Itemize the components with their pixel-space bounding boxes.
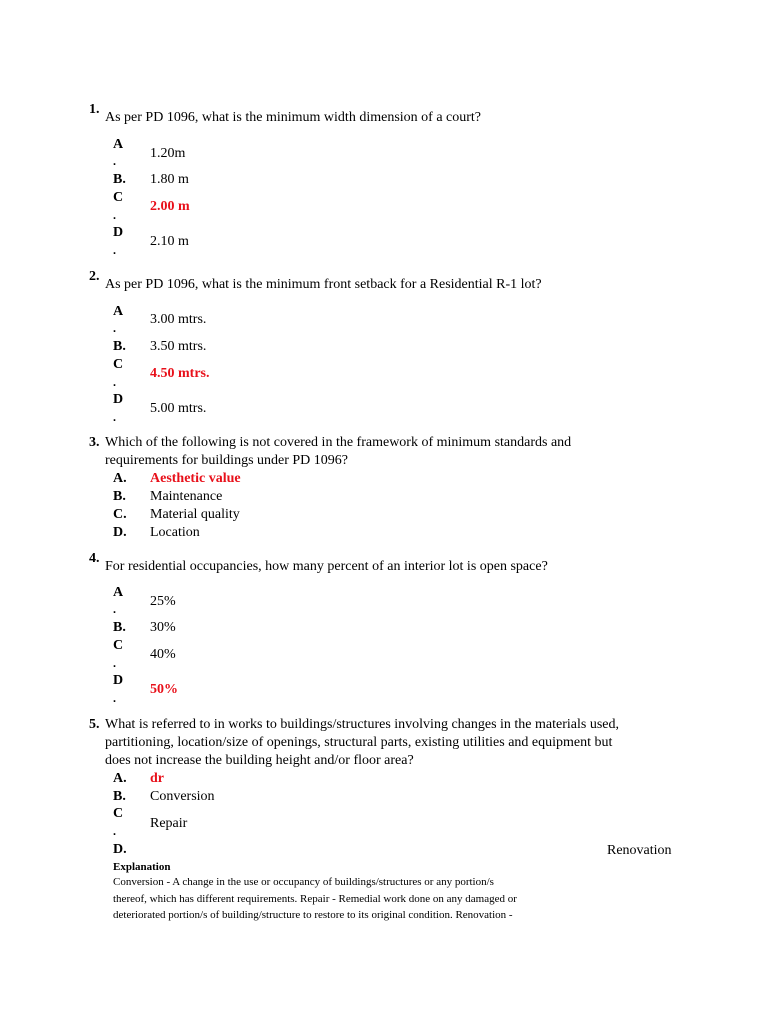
q4-option-b-letter: B. bbox=[113, 620, 126, 635]
q4-option-d-text-correct: 50% bbox=[150, 682, 178, 697]
q2-option-c-dot: . bbox=[113, 375, 116, 389]
q3-option-c-text: Material quality bbox=[150, 507, 240, 522]
q2-option-c-letter: C bbox=[113, 357, 124, 372]
q1-option-c-letter: C bbox=[113, 190, 124, 205]
q5-option-c-dot: . bbox=[113, 824, 116, 838]
q1-option-b-text: 1.80 m bbox=[150, 172, 189, 187]
q3-option-c-letter: C. bbox=[113, 507, 127, 522]
q2-option-d-dot: . bbox=[113, 410, 116, 424]
q3-option-a-letter: A. bbox=[113, 471, 127, 486]
question-2-text: As per PD 1096, what is the minimum front setback for a Residential R-1 lot? bbox=[105, 277, 542, 292]
q4-option-a-letter: A bbox=[113, 585, 124, 600]
q4-option-b-text: 30% bbox=[150, 620, 176, 635]
question-3-text-line-1: Which of the following is not covered in the framework of minimum standards and bbox=[105, 435, 572, 450]
q5-option-d-letter: D. bbox=[113, 842, 127, 857]
q4-option-c-dot: . bbox=[113, 656, 116, 670]
explanation-line-3: deteriorated portion/s of building/structure to restore to its original condition. Renovation - bbox=[113, 909, 513, 921]
q5-option-b-text: Conversion bbox=[150, 789, 215, 804]
question-3-number: 3. bbox=[89, 435, 100, 450]
q5-option-a-text-correct: dr bbox=[150, 771, 164, 786]
q2-option-d-text: 5.00 mtrs. bbox=[150, 401, 207, 416]
q3-option-d-text: Location bbox=[150, 525, 200, 540]
question-4-text: For residential occupancies, how many percent of an interior lot is open space? bbox=[105, 559, 548, 574]
q4-option-c-text: 40% bbox=[150, 647, 176, 662]
q4-option-c-letter: C bbox=[113, 638, 124, 653]
q1-option-d-letter: D bbox=[113, 225, 124, 240]
q1-option-a-text: 1.20m bbox=[150, 146, 186, 161]
explanation-line-1: Conversion - A change in the use or occupancy of buildings/structures or any portion/s bbox=[113, 876, 494, 888]
question-2-number: 2. bbox=[89, 269, 100, 284]
q4-option-a-dot: . bbox=[113, 602, 116, 616]
q2-option-a-dot: . bbox=[113, 321, 116, 335]
q5-option-c-text: Repair bbox=[150, 816, 188, 831]
q2-option-a-letter: A bbox=[113, 304, 124, 319]
q3-option-d-letter: D. bbox=[113, 525, 127, 540]
question-3-text-line-2: requirements for buildings under PD 1096? bbox=[105, 453, 349, 468]
question-5-number: 5. bbox=[89, 717, 100, 732]
question-1-text: As per PD 1096, what is the minimum width dimension of a court? bbox=[105, 110, 482, 125]
q2-option-b-text: 3.50 mtrs. bbox=[150, 339, 207, 354]
question-4-number: 4. bbox=[89, 551, 100, 566]
q1-option-a-letter: A bbox=[113, 137, 124, 152]
q1-option-c-text-correct: 2.00 m bbox=[150, 199, 190, 214]
explanation-line-2: thereof, which has different requirements. Repair - Remedial work done on any damaged or bbox=[113, 893, 517, 905]
q2-option-a-text: 3.00 mtrs. bbox=[150, 312, 207, 327]
q3-option-a-text-correct: Aesthetic value bbox=[150, 471, 241, 486]
q1-option-d-dot: . bbox=[113, 243, 116, 257]
q5-option-b-letter: B. bbox=[113, 789, 126, 804]
q5-option-c-letter: C bbox=[113, 806, 124, 821]
q2-option-d-letter: D bbox=[113, 392, 124, 407]
question-1-number: 1. bbox=[89, 102, 100, 117]
q2-option-c-text-correct: 4.50 mtrs. bbox=[150, 366, 210, 381]
q2-option-b-letter: B. bbox=[113, 339, 126, 354]
q3-option-b-letter: B. bbox=[113, 489, 126, 504]
q3-option-b-text: Maintenance bbox=[150, 489, 223, 504]
question-5-text-line-3: does not increase the building height and/or floor area? bbox=[105, 753, 414, 768]
q4-option-d-dot: . bbox=[113, 691, 116, 705]
q5-option-d-text: Renovation bbox=[607, 843, 672, 858]
q5-option-a-letter: A. bbox=[113, 771, 127, 786]
question-5-text-line-1: What is referred to in works to buildings/structures involving changes in the materials used, bbox=[105, 717, 619, 732]
q4-option-a-text: 25% bbox=[150, 594, 176, 609]
explanation-title: Explanation bbox=[113, 861, 171, 873]
q1-option-b-letter: B. bbox=[113, 172, 126, 187]
question-5-text-line-2: partitioning, location/size of openings, structural parts, existing utilities and equipment but bbox=[105, 735, 613, 750]
q1-option-d-text: 2.10 m bbox=[150, 234, 189, 249]
q4-option-d-letter: D bbox=[113, 673, 124, 688]
q1-option-c-dot: . bbox=[113, 208, 116, 222]
q1-option-a-dot: . bbox=[113, 154, 116, 168]
